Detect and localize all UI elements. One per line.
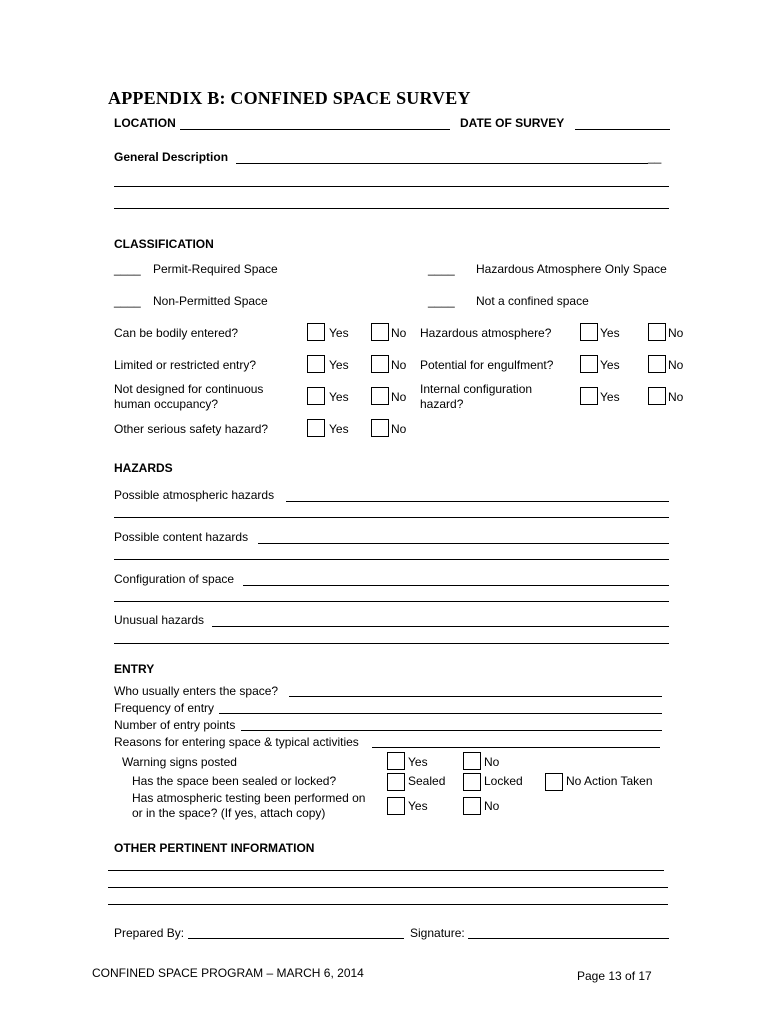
configuration-line-2[interactable] [114, 601, 669, 602]
no-label: No [484, 799, 500, 813]
content-hazards-line-2[interactable] [114, 559, 669, 560]
no-label: No [484, 755, 500, 769]
no-label: No [668, 326, 684, 340]
atmospheric-hazards-line-2[interactable] [114, 517, 669, 518]
option-permit-required: Permit-Required Space [153, 262, 278, 276]
footer-program: CONFINED SPACE PROGRAM – MARCH 6, 2014 [92, 966, 364, 980]
entry-points-label: Number of entry points [114, 718, 236, 732]
yes-label: Yes [408, 755, 428, 769]
general-description-line-3[interactable] [114, 208, 669, 209]
reasons-label: Reasons for entering space & typical activities [114, 735, 359, 749]
yes-label: Yes [600, 390, 620, 404]
no-label: No [668, 390, 684, 404]
atmospheric-hazards-label: Possible atmospheric hazards [114, 488, 275, 502]
yes-label: Yes [329, 390, 349, 404]
question-continuous-occupancy: Not designed for continuous human occupancy? [114, 382, 264, 411]
yes-label: Yes [600, 358, 620, 372]
other-info-line-1[interactable] [108, 870, 664, 871]
testing-yes-checkbox[interactable] [387, 797, 405, 815]
location-field[interactable] [180, 129, 450, 130]
location-label: LOCATION [114, 116, 176, 130]
unusual-hazards-field[interactable] [212, 626, 669, 627]
limited-entry-no-checkbox[interactable] [371, 355, 389, 373]
frequency-label: Frequency of entry [114, 701, 215, 715]
signature-field[interactable] [468, 938, 669, 939]
engulfment-yes-checkbox[interactable] [580, 355, 598, 373]
yes-label: Yes [329, 326, 349, 340]
atmospheric-hazards-field[interactable] [286, 501, 669, 502]
frequency-field[interactable] [219, 713, 662, 714]
hazardous-atmosphere-yes-checkbox[interactable] [580, 323, 598, 341]
non-permitted-blank[interactable]: ____ [114, 294, 141, 308]
other-hazard-yes-checkbox[interactable] [307, 419, 325, 437]
no-label: No [391, 326, 407, 340]
who-enters-label: Who usually enters the space? [114, 684, 279, 698]
page-title: APPENDIX B: CONFINED SPACE SURVEY [108, 88, 471, 108]
continuous-occupancy-yes-checkbox[interactable] [307, 387, 325, 405]
content-hazards-label: Possible content hazards [114, 530, 249, 544]
question-internal-configuration: Internal configuration hazard? [420, 382, 533, 411]
testing-no-checkbox[interactable] [463, 797, 481, 815]
option-not-confined: Not a confined space [476, 294, 589, 308]
question-engulfment: Potential for engulfment? [420, 358, 554, 372]
internal-configuration-no-checkbox[interactable] [648, 387, 666, 405]
question-hazardous-atmosphere: Hazardous atmosphere? [420, 326, 552, 340]
general-description-tail: __ [648, 150, 662, 164]
reasons-field[interactable] [372, 747, 660, 748]
warning-signs-yes-checkbox[interactable] [387, 752, 405, 770]
internal-configuration-yes-checkbox[interactable] [580, 387, 598, 405]
hazardous-only-blank[interactable]: ____ [428, 262, 455, 276]
date-field[interactable] [575, 129, 670, 130]
locked-label: Locked [484, 774, 523, 788]
no-label: No [391, 358, 407, 372]
option-hazardous-atmosphere-only: Hazardous Atmosphere Only Space [476, 262, 667, 276]
yes-label: Yes [329, 358, 349, 372]
prepared-by-field[interactable] [188, 938, 404, 939]
warning-signs-label: Warning signs posted [122, 755, 237, 769]
hazards-heading: HAZARDS [114, 461, 173, 475]
yes-label: Yes [408, 799, 428, 813]
yes-label: Yes [329, 422, 349, 436]
warning-signs-no-checkbox[interactable] [463, 752, 481, 770]
no-label: No [391, 422, 407, 436]
bodily-entered-no-checkbox[interactable] [371, 323, 389, 341]
yes-label: Yes [600, 326, 620, 340]
no-action-label: No Action Taken [566, 774, 653, 788]
general-description-field[interactable] [236, 163, 648, 164]
configuration-label: Configuration of space [114, 572, 235, 586]
option-non-permitted: Non-Permitted Space [153, 294, 268, 308]
sealed-label: Sealed [408, 774, 446, 788]
question-bodily-entered: Can be bodily entered? [114, 326, 239, 340]
general-description-label: General Description [114, 150, 229, 164]
entry-heading: ENTRY [114, 662, 155, 676]
testing-question: Has atmospheric testing been performed on or in the space? (If yes, attach copy) [132, 791, 366, 820]
bodily-entered-yes-checkbox[interactable] [307, 323, 325, 341]
who-enters-field[interactable] [289, 696, 662, 697]
other-info-line-2[interactable] [108, 887, 668, 888]
classification-heading: CLASSIFICATION [114, 237, 214, 251]
not-confined-blank[interactable]: ____ [428, 294, 455, 308]
question-limited-entry: Limited or restricted entry? [114, 358, 257, 372]
no-label: No [391, 390, 407, 404]
other-info-heading: OTHER PERTINENT INFORMATION [114, 841, 315, 855]
content-hazards-field[interactable] [258, 543, 669, 544]
footer-page-number: Page 13 of 17 [577, 969, 652, 983]
signature-label: Signature: [410, 926, 465, 940]
other-hazard-no-checkbox[interactable] [371, 419, 389, 437]
date-label: DATE OF SURVEY [460, 116, 565, 130]
engulfment-no-checkbox[interactable] [648, 355, 666, 373]
configuration-field[interactable] [243, 585, 669, 586]
continuous-occupancy-no-checkbox[interactable] [371, 387, 389, 405]
prepared-by-label: Prepared By: [114, 926, 185, 940]
question-other-hazard: Other serious safety hazard? [114, 422, 269, 436]
general-description-line-2[interactable] [114, 186, 669, 187]
no-label: No [668, 358, 684, 372]
entry-points-field[interactable] [241, 730, 662, 731]
sealed-question: Has the space been sealed or locked? [132, 774, 337, 788]
unusual-hazards-line-2[interactable] [114, 643, 669, 644]
unusual-hazards-label: Unusual hazards [114, 613, 205, 627]
sealed-checkbox[interactable] [387, 773, 405, 791]
locked-checkbox[interactable] [463, 773, 481, 791]
permit-required-blank[interactable]: ____ [114, 262, 141, 276]
other-info-line-3[interactable] [108, 904, 668, 905]
no-action-checkbox[interactable] [545, 773, 563, 791]
limited-entry-yes-checkbox[interactable] [307, 355, 325, 373]
hazardous-atmosphere-no-checkbox[interactable] [648, 323, 666, 341]
